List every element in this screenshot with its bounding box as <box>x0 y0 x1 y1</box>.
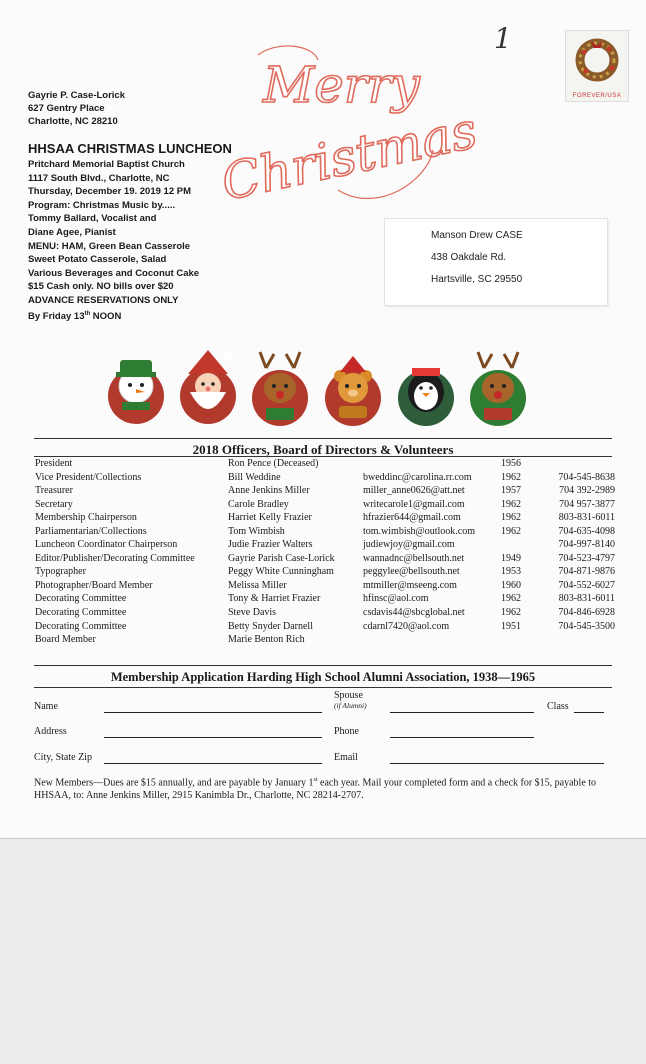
recipient-name: Manson Drew CASE <box>431 230 523 241</box>
luncheon-title: HHSAA CHRISTMAS LUNCHEON <box>28 141 232 156</box>
class-field[interactable] <box>574 712 604 713</box>
email-field[interactable] <box>390 763 604 764</box>
divider-officers <box>34 456 612 457</box>
officer-row <box>35 539 615 553</box>
officer-phone: 803-831-6011 <box>558 593 615 605</box>
officer-row <box>35 458 615 472</box>
spouse-note: (if Alumni) <box>334 701 367 710</box>
greeting-line-1: Merry <box>263 56 420 114</box>
postage-stamp <box>565 30 629 102</box>
officer-role: Decorating Committee <box>35 607 127 619</box>
officer-year: 1951 <box>501 620 521 632</box>
application-title: Membership Application Harding High School Alumni Association, 1938—1965 <box>110 670 536 684</box>
officer-phone <box>550 458 615 472</box>
officer-role: Vice President/Collections <box>35 471 142 483</box>
officer-name: Judie Frazier Walters <box>228 539 313 551</box>
santa-icon <box>180 350 236 424</box>
officer-role: Treasurer <box>35 485 73 497</box>
handwritten-page-number: 1 <box>494 22 512 55</box>
email-label: Email <box>334 752 358 763</box>
officer-phone: 704 392-2989 <box>559 485 615 497</box>
officer-email: hfinsc@aol.com <box>363 593 429 605</box>
officer-year: 1962 <box>501 512 521 524</box>
officer-email: mtmiller@mseeng.com <box>363 579 457 591</box>
officer-name: Ron Pence (Deceased) <box>228 458 319 469</box>
officer-email: judiewjoy@gmail.com <box>363 539 455 551</box>
officer-email <box>363 458 501 472</box>
name-label: Name <box>34 701 58 712</box>
officer-year: 1962 <box>501 607 521 619</box>
officer-name: Anne Jenkins Miller <box>228 485 310 497</box>
city-state-zip-label: City, State Zip <box>34 752 92 763</box>
officer-name: Betty Snyder Darnell <box>228 620 313 632</box>
reindeer-icon-2 <box>470 352 526 426</box>
officer-row <box>35 553 615 567</box>
greeting-line-2: Christmas <box>216 101 482 212</box>
christmas-characters-illustration <box>96 346 536 432</box>
penguin-icon <box>398 368 454 426</box>
officer-name: Marie Benton Rich <box>228 634 305 646</box>
officer-name: Gayrie Parish Case-Lorick <box>228 552 335 564</box>
officer-year: 1960 <box>501 579 521 591</box>
officer-phone: 704-523-4797 <box>558 552 615 564</box>
officer-phone: 704-552-6027 <box>558 579 615 591</box>
phone-label: Phone <box>334 726 359 737</box>
divider-top <box>34 438 612 439</box>
officer-row <box>35 593 615 607</box>
officer-phone: 704 957-3877 <box>559 498 615 510</box>
luncheon-address: 1117 South Blvd., Charlotte, NC <box>28 172 170 184</box>
officer-phone: 803-831-6011 <box>558 512 615 524</box>
officer-name: Tom Wimbish <box>228 525 285 537</box>
officer-phone: 704-846-6928 <box>558 607 615 619</box>
spouse-field[interactable] <box>390 712 534 713</box>
officer-year: 1962 <box>501 593 521 605</box>
scan-background <box>0 839 646 1064</box>
officer-name: Harriet Kelly Frazier <box>228 512 312 524</box>
officer-role: Board Member <box>35 634 96 646</box>
sender-name: Gayrie P. Case-Lorick <box>28 90 125 101</box>
officer-email: peggylee@bellsouth.net <box>363 566 460 578</box>
officer-phone: 704-635-4098 <box>558 525 615 537</box>
officer-role: Decorating Committee <box>35 593 127 605</box>
officer-name: Steve Davis <box>228 607 277 619</box>
officer-year <box>501 634 550 648</box>
officer-email: miller_anne0626@att.net <box>363 485 465 497</box>
merry-christmas-greeting <box>216 40 482 220</box>
officer-name: Tony & Harriet Frazier <box>228 593 321 605</box>
recipient-city: Hartsville, SC 29550 <box>431 274 523 285</box>
officer-email: cdarnl7420@aol.com <box>363 620 450 632</box>
officer-year: 1962 <box>501 525 521 537</box>
luncheon-deadline: By Friday 13th NOON <box>28 310 122 322</box>
officer-role: President <box>35 458 73 469</box>
officer-row <box>35 566 615 580</box>
officer-phone: 704-545-8638 <box>558 471 615 483</box>
class-label: Class <box>547 701 569 712</box>
luncheon-reservations: ADVANCE RESERVATIONS ONLY <box>28 294 179 306</box>
officers-table <box>35 458 615 648</box>
officer-row <box>35 580 615 594</box>
officer-year: 1962 <box>501 471 521 483</box>
officer-name: Bill Weddine <box>228 471 281 483</box>
luncheon-cost: $15 Cash only. NO bills over $20 <box>28 281 174 293</box>
spouse-label: Spouse (if Alumni) <box>334 690 367 710</box>
luncheon-performers-1: Tommy Ballard, Vocalist and <box>28 213 157 225</box>
officer-row <box>35 512 615 526</box>
officer-name: Carole Bradley <box>228 498 289 510</box>
sender-city: Charlotte, NC 28210 <box>28 116 118 127</box>
officer-year: 1949 <box>501 552 521 564</box>
officer-name: Peggy White Cunningham <box>228 566 334 578</box>
wreath-icon <box>572 35 622 85</box>
teddy-bear-icon <box>325 356 381 426</box>
officer-row <box>35 485 615 499</box>
officer-role: Parliamentarian/Collections <box>35 525 147 537</box>
officer-role: Membership Chairperson <box>35 512 137 524</box>
officer-role: Editor/Publisher/Decorating Committee <box>35 552 195 564</box>
officer-name: Melissa Miller <box>228 579 287 591</box>
officers-title: 2018 Officers, Board of Directors & Volunteers <box>192 442 454 457</box>
officer-row <box>35 634 615 648</box>
officer-year: 1957 <box>501 485 521 497</box>
officer-year: 1956 <box>501 458 521 469</box>
divider-application <box>34 665 612 666</box>
luncheon-performers-2: Diane Agee, Pianist <box>28 226 116 238</box>
officer-role: Secretary <box>35 498 73 510</box>
officer-row <box>35 607 615 621</box>
officer-email: hfrazier644@gmail.com <box>363 512 461 524</box>
city-state-zip-field[interactable] <box>104 763 322 764</box>
officer-year: 1953 <box>501 566 521 578</box>
officer-email: csdavis44@sbcglobal.net <box>363 607 465 619</box>
snowman-icon <box>108 360 164 424</box>
officer-email: bweddinc@carolina.rr.com <box>363 471 472 483</box>
membership-notice: New Members—Dues are $15 annually, and are payable by January 1st each year. Mail your completed form and a check for $15, payable to HHSAA, to: Anne Jenkins Miller, 2915 Kanimbla Dr., Charlotte, NC 28214-2707. <box>34 777 597 801</box>
address-field[interactable] <box>104 737 322 738</box>
officer-row <box>35 499 615 513</box>
officer-phone: 704-997-8140 <box>558 539 615 551</box>
officer-phone: 704-871-9876 <box>558 566 615 578</box>
officer-role: Luncheon Coordinator Chairperson <box>35 539 178 551</box>
address-label: Address <box>34 726 67 737</box>
divider-application-2 <box>34 687 612 688</box>
officer-row <box>35 526 615 540</box>
luncheon-menu-1: MENU: HAM, Green Bean Casserole <box>28 240 191 252</box>
officer-year: 1962 <box>501 498 521 510</box>
officer-role: Decorating Committee <box>35 620 127 632</box>
luncheon-program: Program: Christmas Music by..... <box>28 199 176 211</box>
luncheon-church: Pritchard Memorial Baptist Church <box>28 159 185 170</box>
officer-year <box>501 539 550 553</box>
officer-row <box>35 621 615 635</box>
officer-email: writecarole1@gmail.com <box>363 498 465 510</box>
recipient-mailing-label <box>384 218 608 306</box>
phone-field[interactable] <box>390 737 534 738</box>
recipient-street: 438 Oakdale Rd. <box>431 252 507 263</box>
reindeer-icon <box>252 352 308 426</box>
luncheon-menu-2: Sweet Potato Casserole, Salad <box>28 254 167 266</box>
officer-email <box>363 634 501 648</box>
sender-address <box>28 89 125 128</box>
officer-phone: 704-545-3500 <box>558 620 615 632</box>
luncheon-menu-3: Various Beverages and Coconut Cake <box>28 267 200 279</box>
sender-street: 627 Gentry Place <box>28 103 105 114</box>
officer-email: wannadnc@bellsouth.net <box>363 552 465 564</box>
name-field[interactable] <box>104 712 322 713</box>
officer-role: Typographer <box>35 566 86 578</box>
officer-row <box>35 472 615 486</box>
stamp-label: FOREVER/USA <box>572 93 622 99</box>
officer-role: Photographer/Board Member <box>35 579 153 591</box>
luncheon-datetime: Thursday, December 19. 2019 12 PM <box>28 186 191 198</box>
officer-phone <box>550 634 615 648</box>
officer-email: tom.wimbish@outlook.com <box>363 525 475 537</box>
